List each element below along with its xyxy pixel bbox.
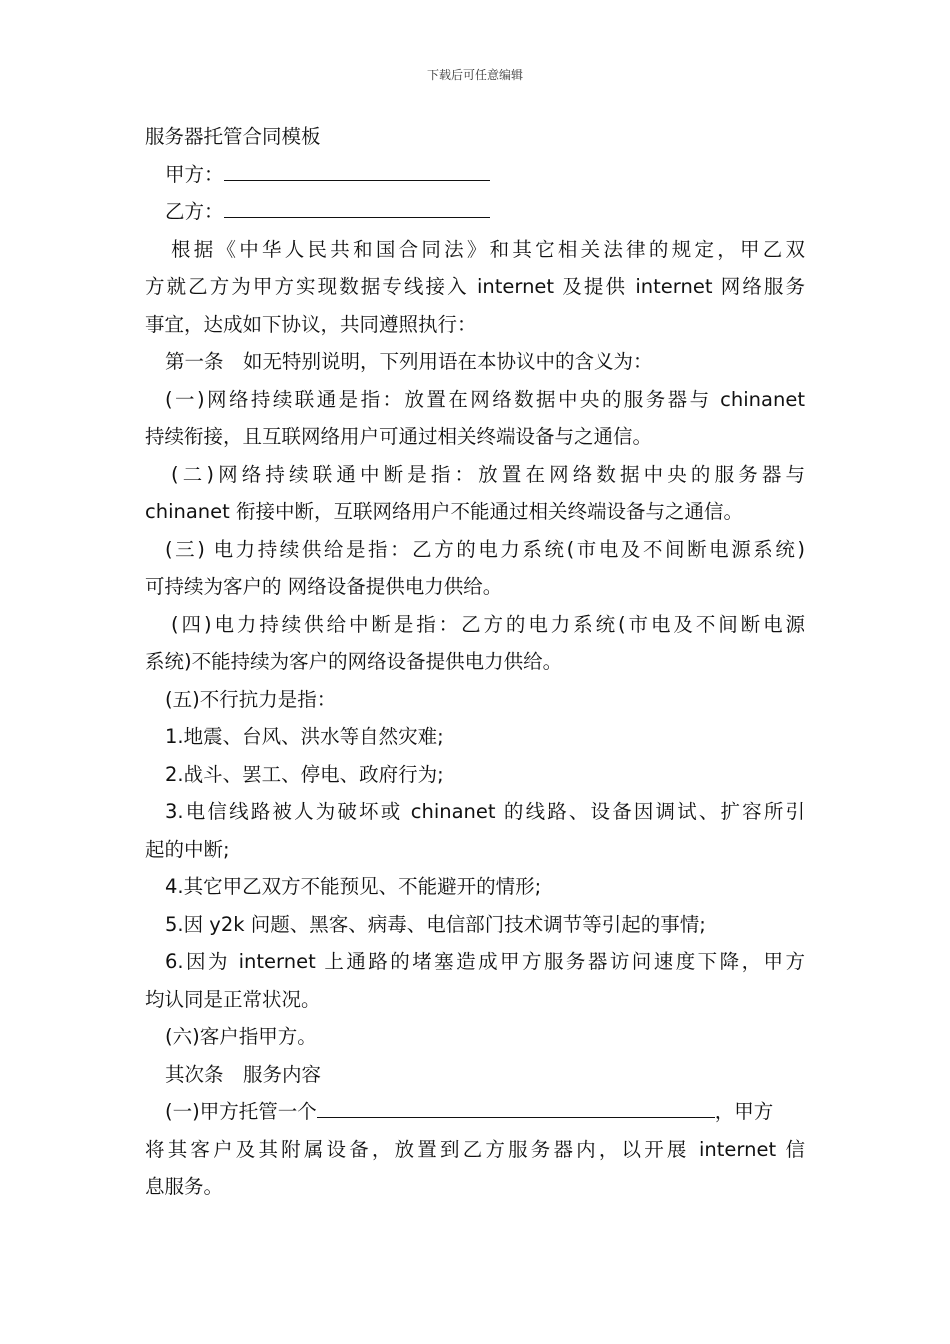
service-1-suffix: ，甲方 [714, 1100, 774, 1123]
party-a-blank [224, 158, 490, 181]
article-1-heading: 第一条 如无特别说明，下列用语在本协议中的含义为： [165, 350, 653, 373]
definition-1-line-1: (一)网络持续联通是指：放置在网络数据中央的服务器与 chinanet [165, 387, 805, 411]
definition-3-line-2: 可持续为客户的 网络设备提供电力供给。 [145, 575, 503, 598]
force-item-4: 4.其它甲乙双方不能预见、不能避开的情形; [165, 875, 542, 898]
party-b-label: 乙方： [165, 200, 224, 223]
document-title: 服务器托管合同模板 [145, 125, 321, 148]
definition-1-line-2: 持续衔接，且互联网络用户可通过相关终端设备与之通信。 [145, 425, 653, 448]
definition-3-line-1: (三) 电力持续供给是指：乙方的电力系统(市电及不间断电源系统) [165, 537, 805, 561]
force-item-6-line-1: 6.因为 internet 上通路的堵塞造成甲方服务器访问速度下降，甲方 [165, 950, 805, 973]
force-item-3-line-2: 起的中断; [145, 837, 230, 861]
force-item-6-line-2: 均认同是正常状况。 [145, 987, 321, 1011]
service-1-prefix: (一)甲方托管一个 [165, 1100, 317, 1123]
party-b-blank [224, 195, 490, 218]
party-b-line [145, 193, 805, 231]
service-1-line-3: 息服务。 [145, 1175, 224, 1198]
service-1-line-2: 将其客户及其附属设备，放置到乙方服务器内，以开展 internet 信 [145, 1137, 805, 1161]
force-item-2: 2.战斗、罢工、停电、政府行为; [165, 762, 444, 786]
force-item-1: 1.地震、台风、洪水等自然灾难; [165, 725, 444, 748]
intro-line-2: 方就乙方为甲方实现数据专线接入 internet 及提供 internet 网络服务 [145, 275, 805, 298]
definition-2-line-1: (二)网络持续联通中断是指：放置在网络数据中央的服务器与 [171, 462, 805, 486]
article-2-heading: 其次条 服务内容 [165, 1062, 322, 1086]
definition-2-line-2: chinanet 衔接中断，互联网络用户不能通过相关终端设备与之通信。 [145, 500, 744, 523]
definition-5: (五)不行抗力是指： [165, 687, 337, 711]
force-item-3-line-1: 3.电信线路被人为破坏或 chinanet 的线路、设备因调试、扩容所引 [165, 800, 805, 823]
intro-line-1: 根据《中华人民共和国合同法》和其它相关法律的规定，甲乙双 [171, 237, 805, 261]
party-a-label: 甲方： [165, 162, 224, 186]
page-header: 下载后可任意编辑 [426, 68, 523, 82]
definition-6: (六)客户指甲方。 [165, 1025, 317, 1048]
definition-4-line-2: 系统)不能持续为客户的网络设备提供电力供给。 [145, 650, 563, 673]
party-a-line [145, 156, 805, 194]
definition-4-line-1: (四)电力持续供给中断是指：乙方的电力系统(市电及不间断电源 [171, 612, 805, 636]
force-item-5: 5.因 y2k 问题、黑客、病毒、电信部门技术调节等引起的事情; [165, 912, 706, 936]
document-body [145, 118, 805, 1206]
service-1-line-1 [145, 1093, 805, 1131]
service-1-blank [317, 1095, 715, 1118]
intro-line-3: 事宜，达成如下协议，共同遵照执行： [145, 312, 477, 336]
